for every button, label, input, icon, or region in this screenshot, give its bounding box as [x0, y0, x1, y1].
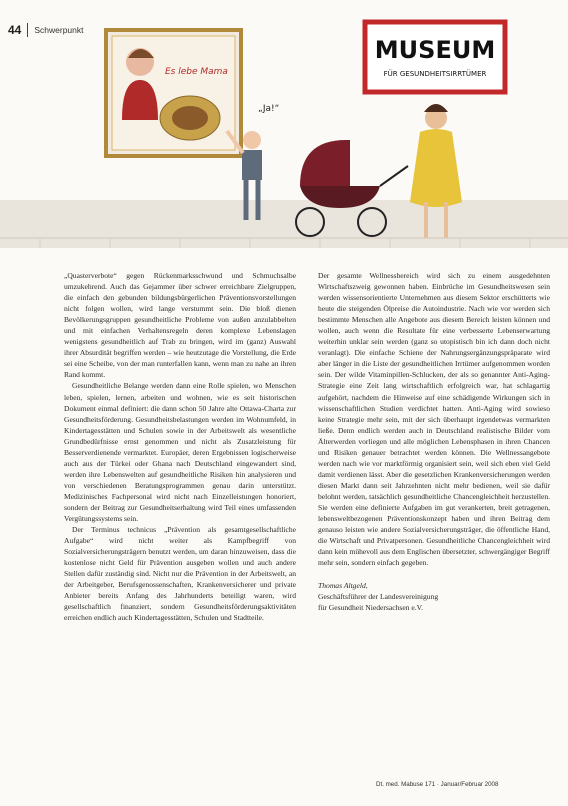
museum-sign-title: MUSEUM	[374, 36, 496, 64]
framed-poster	[106, 30, 241, 156]
author-title-line: Geschäftsführer der Landesvereinigung	[318, 592, 439, 602]
page-footer: Dt. med. Mabuse 171 · Januar/Februar 2008	[376, 781, 499, 788]
section-title: Schwerpunkt	[34, 25, 84, 35]
museum-sign-subtitle: FÜR GESUNDHEITSIRRTÜMER	[383, 70, 487, 78]
left-column	[64, 270, 296, 624]
right-column	[318, 270, 550, 613]
page-number: 44	[8, 23, 22, 37]
signature-block	[318, 580, 550, 613]
paragraph: „Quasterverbote“ gegen Rückenmarksschwund und Schmuchsalbe umzukehrend. Auch das Gejammer über schwer erreichbare Zielgruppen, die einfach den gebunden bildungsbürgerlichen Präventionsvorstellungen nicht folgen wollen, wird lange verstummt sein. Die bloß dienen Bevölkerungsgruppen gesundheitliche Probleme von außen anzulabbelten und mit einfachen Verhaltensregeln deren komplexe Lebenslagen wenigstens gesundheitlich auf Trab zu bringen, wird im (ganz) Auswahl ihrer Absurdität begriffen werden – wie heutzutage die Vorstellung, die Erde sei eine Scheibe, von der man runterfallen kann, wenn man zu nahe an ihren Rand kommt.	[64, 271, 296, 380]
paragraph: Der gesamte Wellnessbereich wird sich zu einem ausgedehnten Wirtschaftszweig gewonnen haben. Einbrüche im Gesundheitswesen sein werden wissensorientierte Unternehmen aus diesem Sektor erschütterts wie heute die steigenden Ölpreise die Autoindustrie. Nach wie vor werden sich bestimmte Menschen alle Angebote aus diesem Bereich leisten können und wollen, auch wenn die Resultate für eine verbesserte Lebenserwartung weiterhin unklar sein werden (ganz so utopistisch bin ich dann doch nicht veranlagt). Die einfache Schiene der Nahrungsergänzungspräparate wird aber länger in die Liste der gesundheitlichen Irrtümer aufgenommen worden sein. Der wilde Vitaminpillen-Schlucken, der als so genannter Anti-Aging-Strategie eine Zeit lang wirtschaftlich erfolgreich war, hat schlagartig aufgehört, nachdem die Hinweise auf eine schädigende Wirkungen sich in wissenschaftlichen Studien verdichtet hatten. Anti-Aging wird sowieso keine Strategie mehr sein, mit der sich überhaupt irgendetwas vermarkten ließe. Denn endlich werden auch in Deutschland realistische Bilder vom Älterwerden vorliegen und alle möglichen Lebensphasen in ihren Chancen und Risiken genauer betrachtet werden können. Die Wellnessangebote werden nach wie vor marktförmig organisiert sein, weil sich eben viel Geld damit verdienen lässt. Aber die gesetzlichen Krankenversicherungen werden diesen Markt dann seit Jahrzehnten nicht mehr bedienen, weil sie dafür belohnt werden, tatsächlich gesundheitliche Chancengleichheit herzustellen. Sie werden eine definierte Aufgaben im gut verankerten, breit getragenen, lebensweltbezogenen Präventionskonzept haben und ihren Beitrag dem genauso leisten wie andere Sozialversicherungsträger, die öffentliche Hand, die Wirtschaft und Privatpersonen. Gesundheitliche Chancengleichheit wird dann kein mühevoll aus dem Englischen übersetzter, schwergängiger Begriff mehr sein, sondern einfach gegeben.	[318, 271, 550, 568]
child-speech: „Ja!“	[258, 104, 280, 114]
paragraph: Gesundheitliche Belange werden dann eine Rolle spielen, wo Menschen leben, spielen, lernen, arbeiten und wohnen, wie es seit historischen Dokument einmal definiert: die dann schon 50 Jahre alte Ottawa-Charta zur Gesundheitsförderung. Gesundheitsbelastungen werden im Wohnumfeld, in Kindertagesstätten und Schulen sowie in der Arbeitswelt als wesentliche Grundbedürfnisse ernst genommen und nicht als Zusatzleistung für Besserverdienende vermarktet. Europäer, deren Ergebnissen logischerweise auch aus der Türkei oder Ghana nach Deutschland eingewandert sind, werden ihre Lebenswelten auf gesundheitliche Risiken hin analysieren und von verschiedenen Beratungsprogrammen genau darin unterstützt. Medizinisches Fachpersonal wird nicht nach Einzelleistungen honoriert, sondern der Beitrag zur Gesundheitserhaltung wird Teil eines umfassenden Vergütungssystems sein.	[64, 381, 296, 524]
paragraph: Der Terminus technicus „Prävention als gesamtgesellschaftliche Aufgabe“ wird nicht weiter als Kampfbegriff von Sozialversicherungsträgern benutzt werden, um daran hinzuweisen, dass die kostenlose nicht Geld für Prävention ausgeben wollen und auch andere Stellen dafür zuständig sind. Nicht nur die Prävention in der Arbeitswelt, an der Arbeitgeber, Berufsgenossenschaften, Krankenversicherer und private Anbieter bereits Anfang des Jahrhunderts beteiligt waren, wird gesellschaftlich finanziert, sondern Gesundheitsförderungsaktivitäten erreichen endlich auch Kindertagesstätten, Schulen und Stadtteile.	[64, 525, 296, 623]
museum-illustration	[0, 0, 568, 260]
poster-text: Es lebe Mama	[165, 67, 228, 77]
author-organization-line: für Gesundheit Niedersachsen e.V.	[318, 603, 424, 613]
author-name: Thomas Altgeld,	[318, 581, 368, 591]
